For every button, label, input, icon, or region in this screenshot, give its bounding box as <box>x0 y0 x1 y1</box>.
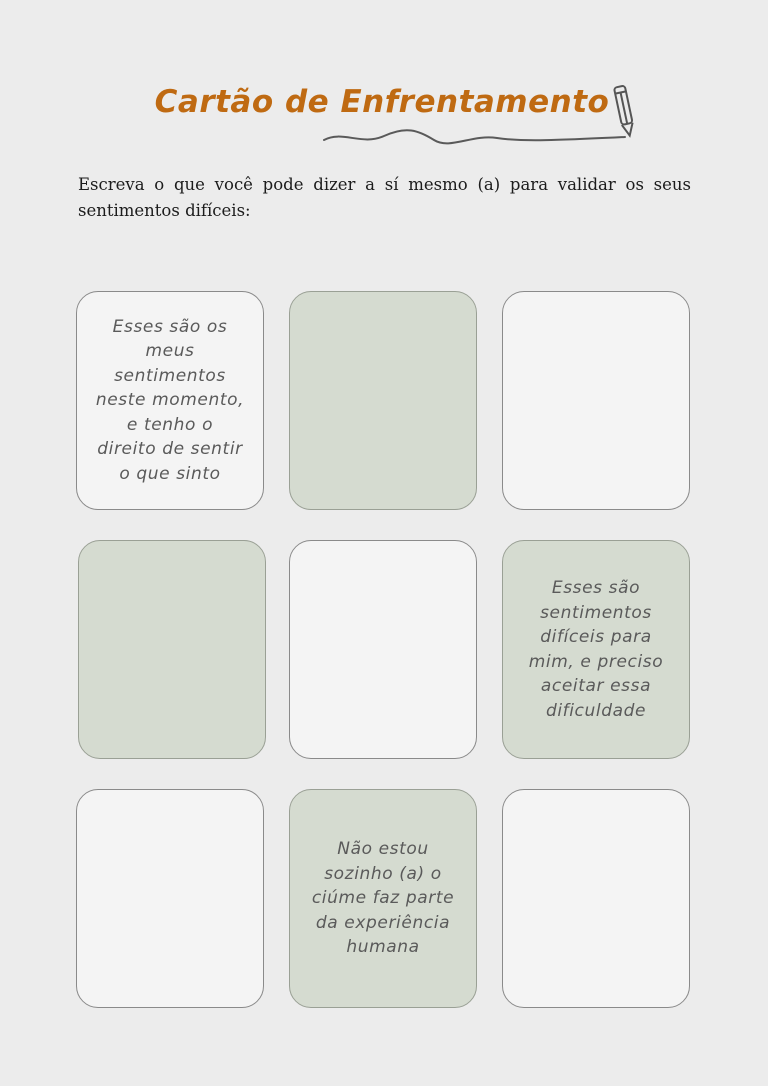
card-3 <box>502 291 690 510</box>
card-5 <box>289 540 477 759</box>
card-1 <box>76 291 264 510</box>
card-6 <box>502 540 690 759</box>
card-1-text: Esses são os meus sentimentos neste momento, e tenho o direito de sentir o que sinto <box>95 316 245 484</box>
card-2 <box>289 291 477 510</box>
card-4 <box>78 540 266 759</box>
instructions-text: Escreva o que você pode dizer a sí mesmo (a) para validar os seus sentimentos difíceis: <box>78 175 691 220</box>
card-6-text: Esses são sentimentos difíceis para mim, e preciso aceitar essa dificuldade <box>528 578 664 721</box>
card-8 <box>289 789 477 1008</box>
card-8-text: Não estou sozinho (a) o ciúme faz parte da experiência humana <box>311 839 455 958</box>
card-9 <box>502 789 690 1008</box>
page-title-text: Cartão de Enfrentamento <box>154 84 610 120</box>
page-title <box>0 84 768 120</box>
squiggle-underline-icon <box>322 126 627 148</box>
card-7 <box>76 789 264 1008</box>
